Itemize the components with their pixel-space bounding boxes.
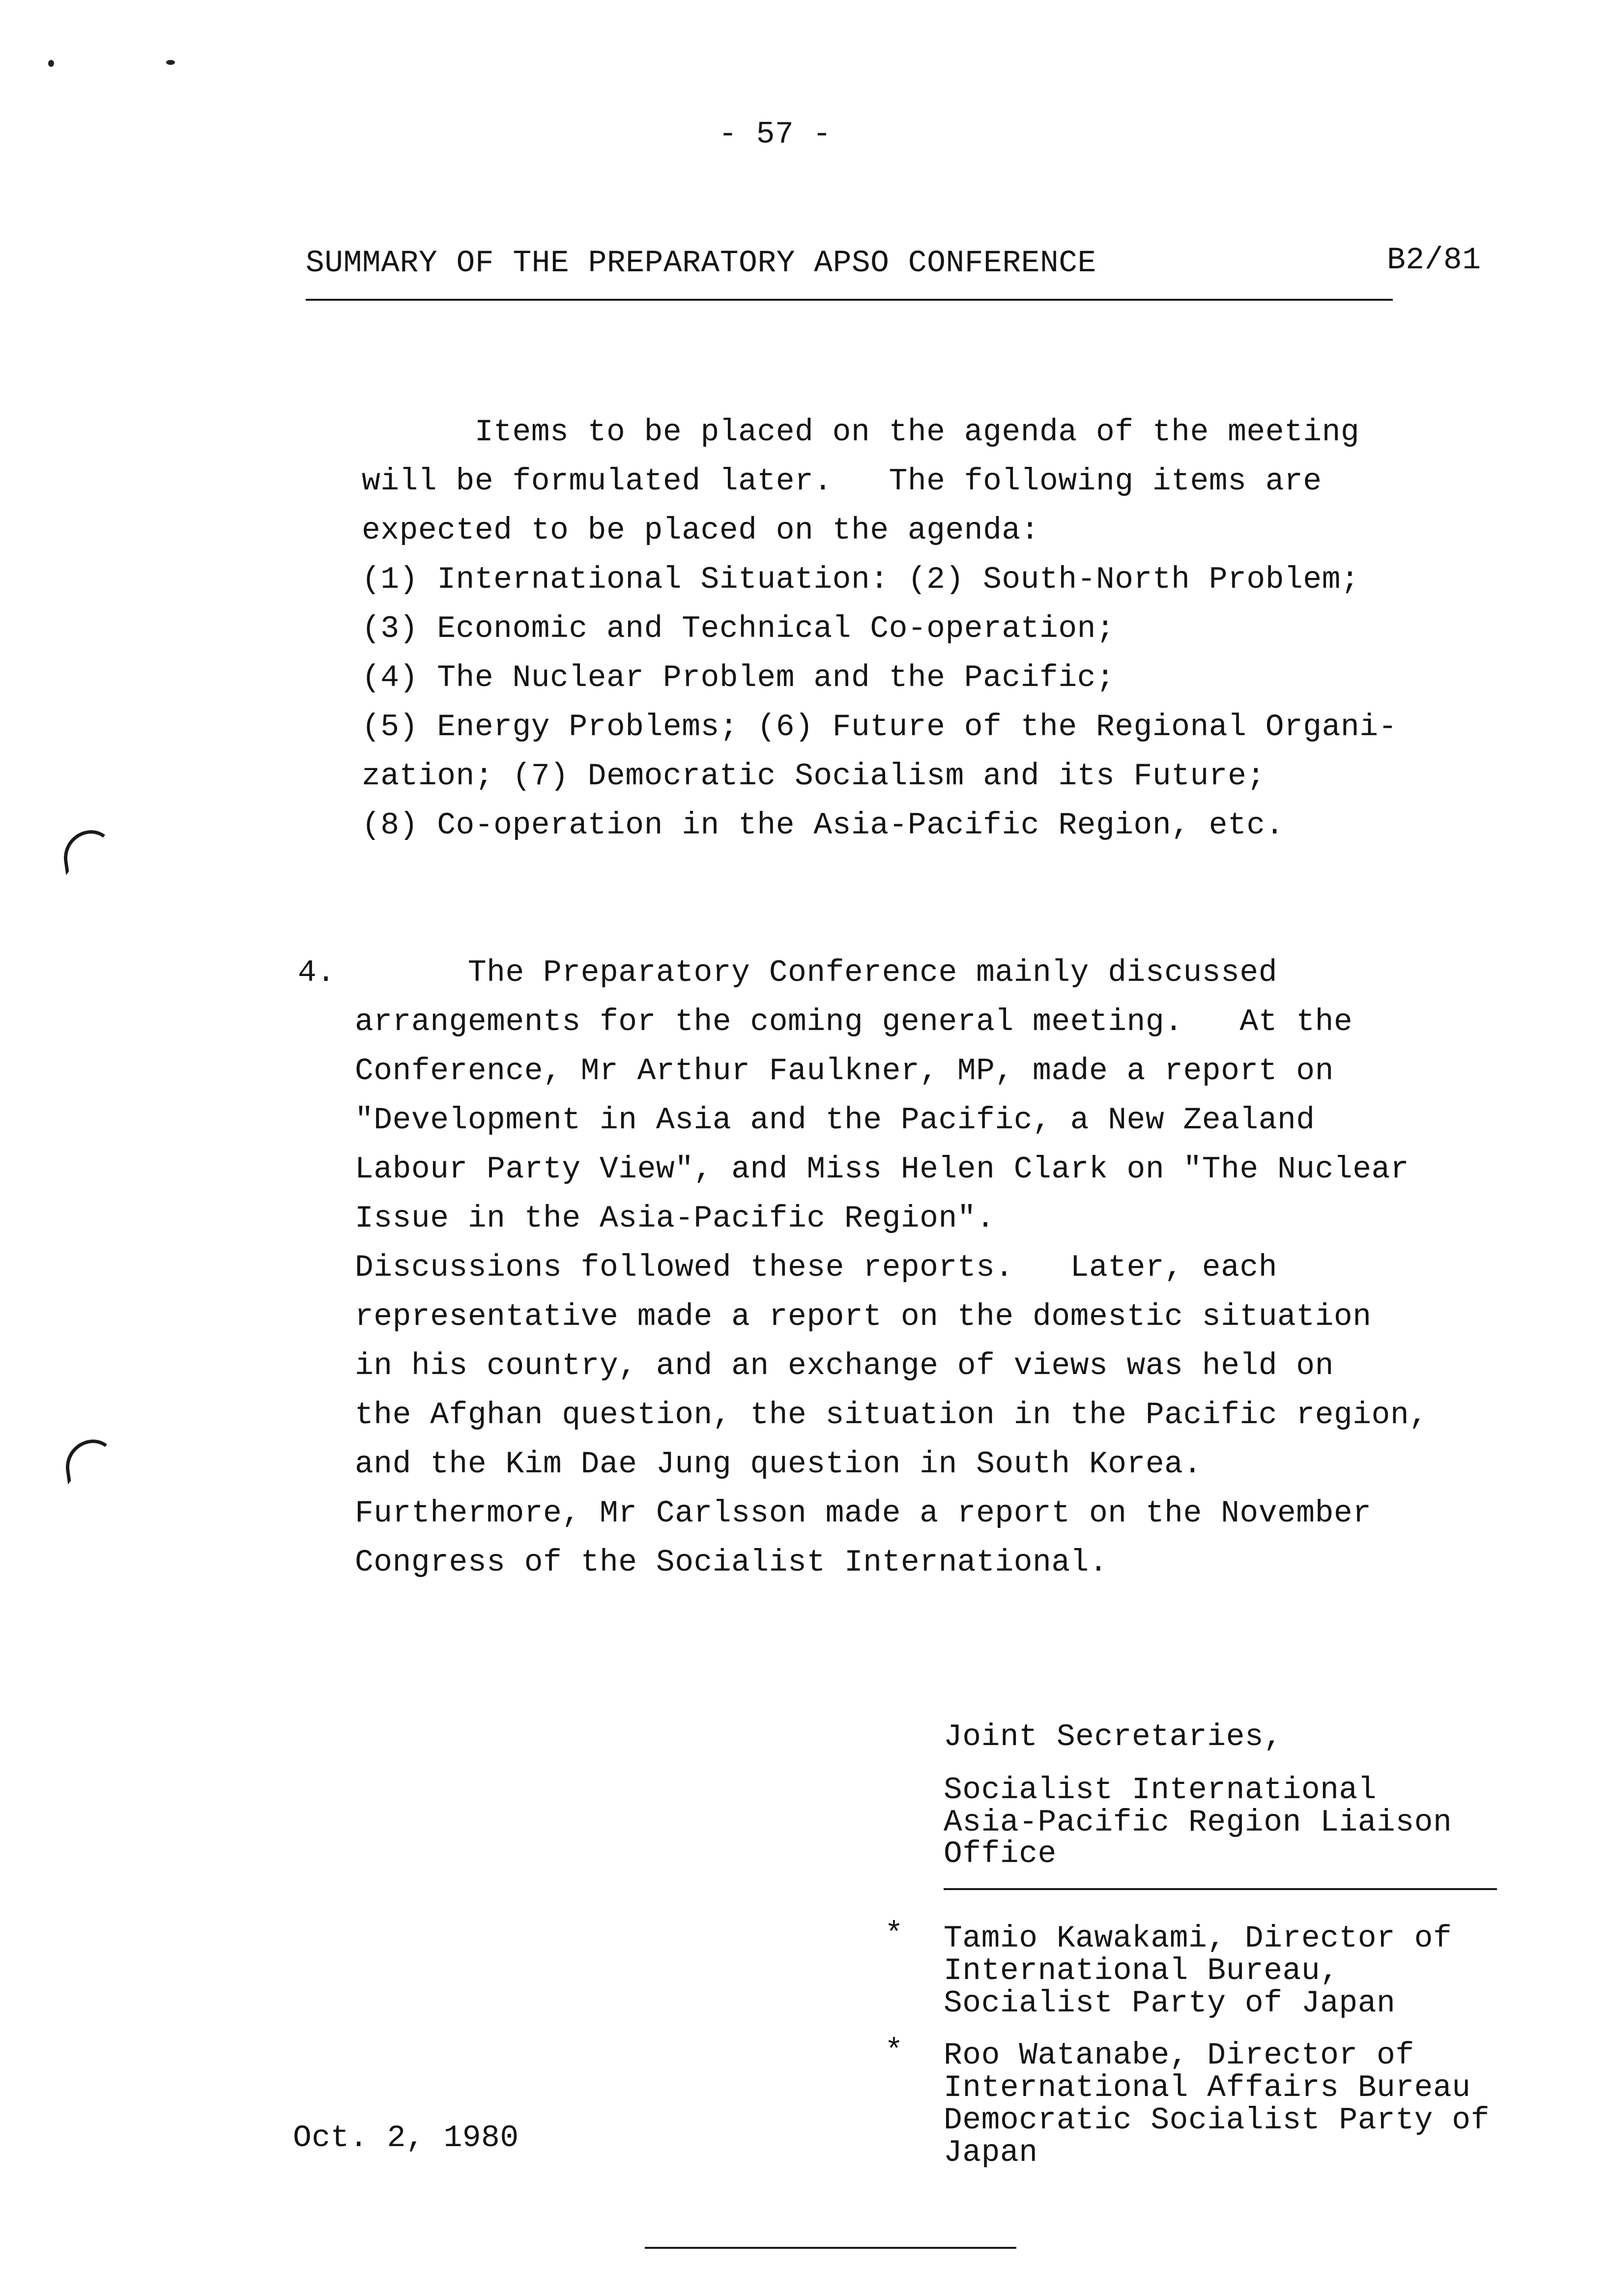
signature-rule: [944, 1888, 1497, 1890]
office-line: Office: [944, 1837, 1057, 1871]
section-4-line: Labour Party View", and Miss Helen Clark on "The Nuclear: [355, 1152, 1410, 1187]
office-line: Asia-Pacific Region Liaison: [944, 1805, 1452, 1840]
section-4-line: the Afghan question, the situation in the Pacific region,: [355, 1398, 1428, 1433]
section-4-line: Furthermore, Mr Carlsson made a report on the November: [355, 1496, 1372, 1531]
footer-rule: [645, 2247, 1016, 2249]
punch-hole-mark: [60, 827, 117, 875]
signatory-marker: *: [885, 2034, 904, 2069]
agenda-line: Items to be placed on the agenda of the meeting: [362, 415, 1360, 450]
office-line: Socialist International: [944, 1773, 1377, 1808]
agenda-line: (1) International Situation: (2) South-North Problem;: [362, 562, 1360, 597]
punch-hole-mark: [62, 1436, 119, 1485]
section-number: 4.: [298, 955, 336, 990]
agenda-line: (8) Co-operation in the Asia-Pacific Region, etc.: [362, 808, 1285, 843]
section-4-line: Congress of the Socialist International.: [355, 1545, 1108, 1580]
signatory-marker: *: [885, 1917, 904, 1952]
agenda-line: (3) Economic and Technical Co-operation;: [362, 611, 1115, 646]
agenda-line: (5) Energy Problems; (6) Future of the Regional Organi-: [362, 710, 1397, 745]
agenda-line: zation; (7) Democratic Socialism and its Future;: [362, 759, 1266, 794]
document-date: Oct. 2, 1980: [293, 2121, 519, 2155]
section-4-line: and the Kim Dae Jung question in South Korea.: [355, 1447, 1202, 1482]
section-4-line: representative made a report on the domestic situation: [355, 1299, 1372, 1334]
agenda-line: expected to be placed on the agenda:: [362, 513, 1040, 548]
section-4-line: Conference, Mr Arthur Faulkner, MP, made a report on: [355, 1054, 1334, 1089]
signatory-line: International Affairs Bureau: [944, 2070, 1471, 2105]
header-rule: [306, 299, 1393, 301]
agenda-line: (4) The Nuclear Problem and the Pacific;: [362, 660, 1115, 695]
signature-heading: Joint Secretaries,: [944, 1720, 1283, 1754]
signatory-line: Roo Watanabe, Director of: [944, 2038, 1414, 2073]
section-4-line: in his country, and an exchange of views was held on: [355, 1349, 1334, 1383]
page-number: - 57 -: [719, 117, 832, 152]
signatory-line: Democratic Socialist Party of: [944, 2103, 1490, 2138]
document-title: SUMMARY OF THE PREPARATORY APSO CONFERENCE: [306, 246, 1096, 281]
section-4-line: arrangements for the coming general meeting. At the: [355, 1004, 1353, 1039]
document-reference: B2/81: [1387, 243, 1481, 278]
agenda-line: will be formulated later. The following items are: [362, 464, 1322, 499]
signatory-line: Socialist Party of Japan: [944, 1986, 1396, 2021]
signatory-line: Tamio Kawakami, Director of: [944, 1921, 1452, 1956]
signatory-line: Japan: [944, 2135, 1038, 2170]
section-4-line: "Development in Asia and the Pacific, a New Zealand: [355, 1103, 1315, 1138]
scan-speck: [166, 60, 175, 65]
section-4-line: The Preparatory Conference mainly discussed: [355, 955, 1278, 990]
section-4-line: Discussions followed these reports. Later, each: [355, 1250, 1278, 1285]
section-4-line: Issue in the Asia-Pacific Region".: [355, 1201, 995, 1236]
scan-speck: [48, 60, 54, 67]
signatory-line: International Bureau,: [944, 1953, 1339, 1988]
